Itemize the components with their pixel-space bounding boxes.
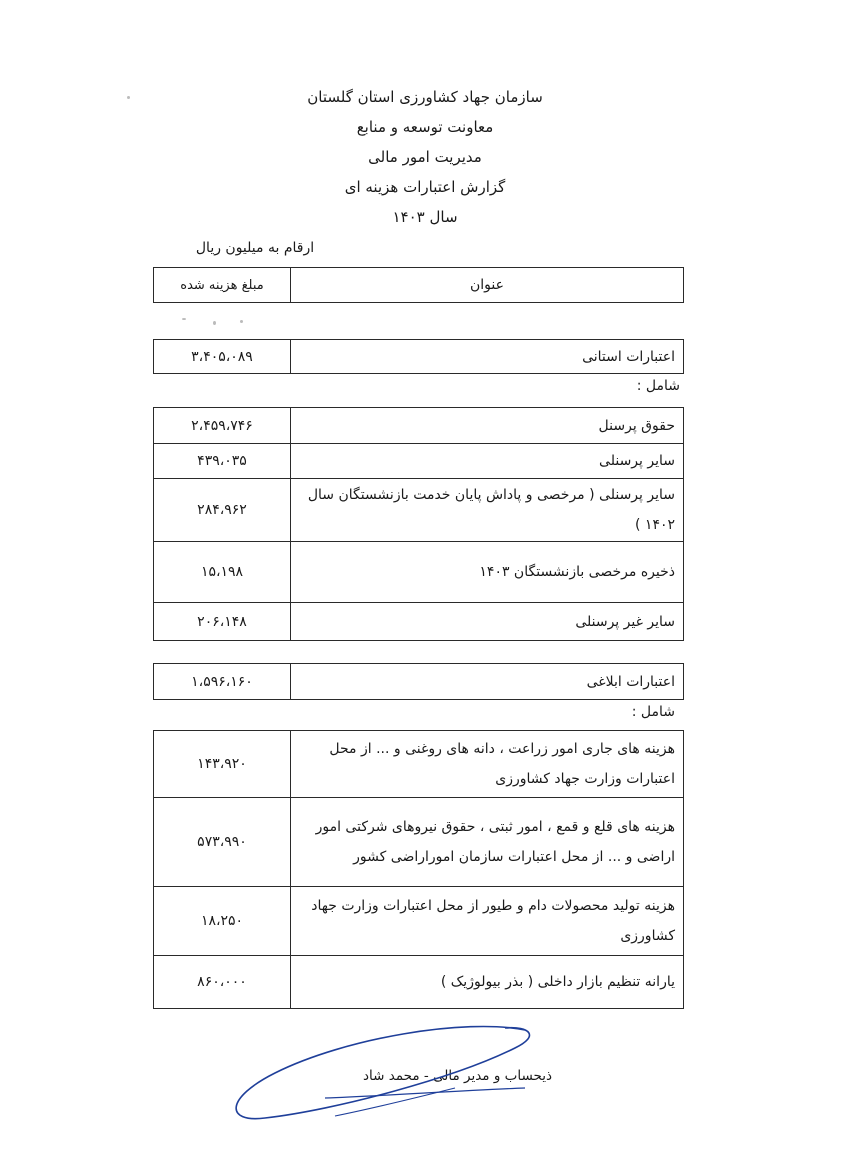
provincial-total-table — [153, 339, 684, 374]
item-title: سایر غیر پرسنلی — [291, 603, 684, 641]
units-note: ارقام به میلیون ریال — [195, 240, 315, 256]
table-row — [154, 731, 684, 798]
item-amount: ۲۸۴،۹۶۲ — [154, 479, 291, 542]
table-header — [153, 267, 684, 303]
org-name: سازمان جهاد کشاورزی استان گلستان — [307, 88, 543, 106]
provincial-amount: ۳،۴۰۵،۰۸۹ — [154, 340, 291, 374]
provincial-items-table — [153, 407, 684, 641]
item-title: یارانه تنظیم بازار داخلی ( بذر بیولوژیک ) — [291, 956, 684, 1009]
department-name: مدیریت امور مالی — [368, 148, 482, 166]
report-title: گزارش اعتبارات هزینه ای — [344, 178, 506, 196]
scan-speck — [213, 321, 216, 325]
signatory-label: ذیحساب و مدیر مالی - محمد شاد — [363, 1068, 552, 1084]
item-amount: ۲۰۶،۱۴۸ — [154, 603, 291, 641]
table-row — [154, 479, 684, 542]
table-row — [154, 887, 684, 956]
item-title: حقوق پرسنل — [291, 408, 684, 444]
deputy-name: معاونت توسعه و منابع — [356, 118, 494, 136]
signature-scribble — [225, 1018, 545, 1133]
provincial-title: اعتبارات استانی — [291, 340, 684, 374]
item-title: سایر پرسنلی ( مرخصی و پاداش پایان خدمت بازنشستگان سال ۱۴۰۲ ) — [291, 479, 684, 542]
scan-speck — [240, 320, 243, 323]
notified-items-table — [153, 730, 684, 1009]
item-amount: ۴۳۹،۰۳۵ — [154, 444, 291, 479]
item-title: سایر پرسنلی — [291, 444, 684, 479]
notified-total-table — [153, 663, 684, 700]
item-title: هزینه های جاری امور زراعت ، دانه های روغنی و ... از محل اعتبارات وزارت جهاد کشاورزی — [291, 731, 684, 798]
item-amount: ۱۸،۲۵۰ — [154, 887, 291, 956]
table-row — [154, 798, 684, 887]
provincial-includes-label: شامل : — [636, 378, 680, 394]
notified-title: اعتبارات ابلاغی — [291, 664, 684, 700]
notified-includes-label: شامل : — [631, 704, 675, 720]
report-year: سال ۱۴۰۳ — [392, 208, 458, 226]
scan-speck — [182, 318, 186, 320]
table-row — [154, 956, 684, 1009]
table-row — [154, 542, 684, 603]
item-amount: ۱۵،۱۹۸ — [154, 542, 291, 603]
item-title: هزینه تولید محصولات دام و طیور از محل اعتبارات وزارت جهاد کشاورزی — [291, 887, 684, 956]
item-amount: ۱۴۳،۹۲۰ — [154, 731, 291, 798]
item-amount: ۵۷۳،۹۹۰ — [154, 798, 291, 887]
signature-strokes — [236, 1027, 529, 1119]
item-title: هزینه های قلع و قمع ، امور ثبتی ، حقوق نیروهای شرکتی امور اراضی و ... از محل اعتبارات سازمان اموراراضی کشور — [291, 798, 684, 887]
notified-amount: ۱،۵۹۶،۱۶۰ — [154, 664, 291, 700]
table-row — [154, 408, 684, 444]
item-title: ذخیره مرخصی بازنشستگان ۱۴۰۳ — [291, 542, 684, 603]
header-title-cell: عنوان — [291, 268, 684, 303]
header-amount-cell: مبلغ هزینه شده — [154, 268, 291, 303]
item-amount: ۸۶۰،۰۰۰ — [154, 956, 291, 1009]
table-row — [154, 603, 684, 641]
item-amount: ۲،۴۵۹،۷۴۶ — [154, 408, 291, 444]
table-row — [154, 444, 684, 479]
